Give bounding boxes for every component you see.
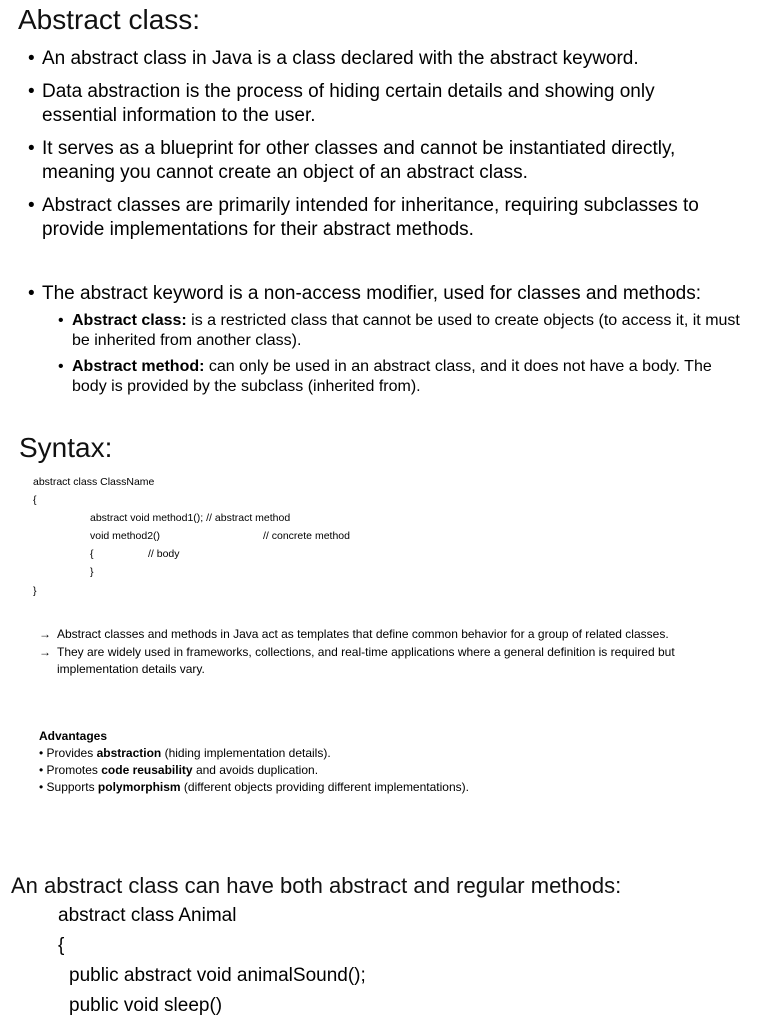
keyword-bullet-list bbox=[28, 282, 758, 306]
advantage-item: • Supports polymorphism (different objects providing different implementations). bbox=[39, 780, 469, 794]
advantages-title: Advantages bbox=[39, 729, 108, 743]
main-bullet-list bbox=[28, 47, 748, 242]
bullet-item: • The abstract keyword is a non-access modifier, used for classes and methods: bbox=[28, 282, 758, 306]
sub-bullet-term: Abstract method: bbox=[72, 358, 205, 375]
syntax-line: { bbox=[33, 494, 37, 506]
notes-list bbox=[39, 626, 699, 678]
syntax-line: abstract class ClassName bbox=[33, 476, 155, 488]
syntax-line: } bbox=[33, 585, 37, 597]
sub-bullet-list bbox=[58, 311, 750, 397]
sub-bullet-item: • Abstract method: can only be used in an abstract class, and it does not have a body. The body is provided by the subclass (inherited from). bbox=[58, 357, 742, 397]
example-code-line: abstract class Animal bbox=[58, 905, 237, 926]
syntax-comment: // body bbox=[148, 548, 180, 560]
example-code-line: public abstract void animalSound(); bbox=[69, 965, 366, 986]
arrow-right-icon: → bbox=[39, 645, 51, 659]
bullet-item: • Abstract classes are primarily intended for inheritance, requiring subclasses to provide implementations for their abstract methods. bbox=[28, 194, 742, 242]
sub-bullet-item: • Abstract class: is a restricted class that cannot be used to create objects (to access it, it must be inherited from another class). bbox=[58, 311, 750, 351]
example-code-line: public void sleep() bbox=[69, 995, 223, 1016]
syntax-line: { bbox=[90, 548, 94, 560]
example-code-line: { bbox=[58, 935, 65, 956]
syntax-line: abstract void method1(); // abstract method bbox=[90, 512, 291, 524]
heading-abstract-class: Abstract class: bbox=[18, 4, 201, 35]
advantage-item: • Promotes code reusability and avoids duplication. bbox=[39, 763, 319, 777]
bullet-item: • It serves as a blueprint for other classes and cannot be instantiated directly, meaning you cannot create an object of an abstract class. bbox=[28, 137, 742, 185]
advantage-item: • Provides abstraction (hiding implementation details). bbox=[39, 746, 331, 760]
bullet-item: • An abstract class in Java is a class declared with the abstract keyword. bbox=[28, 47, 748, 71]
syntax-line: void method2() bbox=[90, 530, 161, 542]
note-item: → Abstract classes and methods in Java act as templates that define common behavior for a group of related classes. bbox=[39, 627, 669, 641]
sub-bullet-term: Abstract class: bbox=[72, 312, 187, 329]
syntax-comment: // concrete method bbox=[263, 530, 350, 542]
note-item: → They are widely used in frameworks, collections, and real-time applications where a general definition is required but implementation details vary. bbox=[39, 645, 675, 676]
heading-abstract-regular-methods: An abstract class can have both abstract and regular methods: bbox=[11, 873, 622, 898]
bullet-item: • Data abstraction is the process of hiding certain details and showing only essential information to the user. bbox=[28, 80, 714, 128]
heading-syntax: Syntax: bbox=[19, 432, 113, 463]
syntax-line: } bbox=[90, 566, 94, 578]
arrow-right-icon: → bbox=[39, 627, 51, 641]
